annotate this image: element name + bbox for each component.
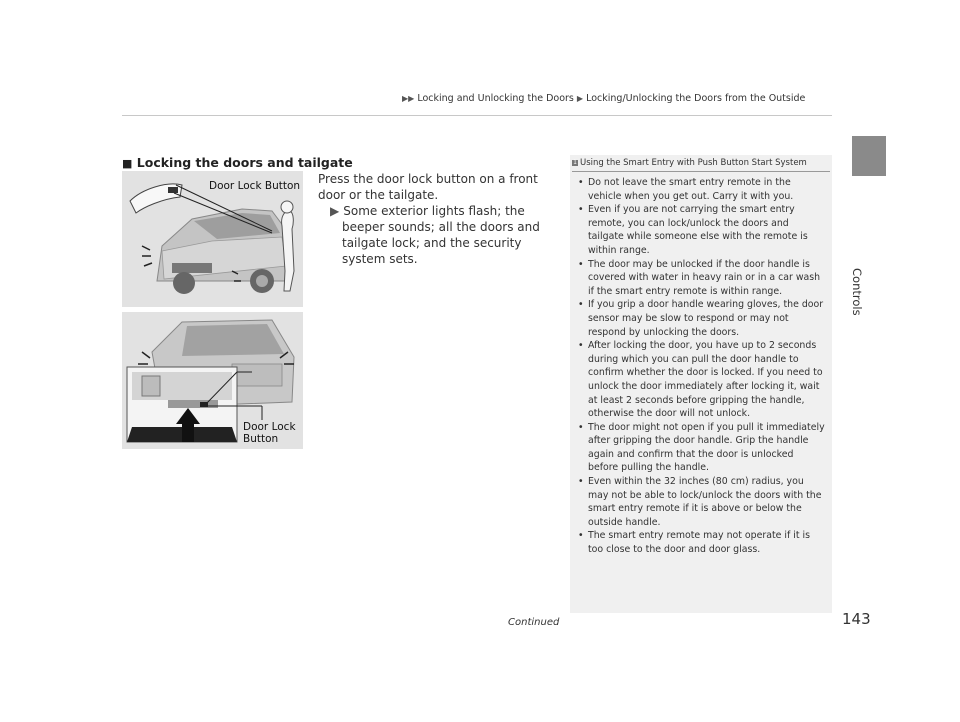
bullet-icon: • <box>578 340 584 352</box>
bullet-icon: • <box>578 476 584 488</box>
section-title <box>122 155 353 170</box>
section-marker-icon: ■ <box>122 157 133 170</box>
page-number: 143 <box>842 610 871 628</box>
note-item: • Even if you are not carrying the smart entry remote, you can lock/unlock the doors and tailgate while someone else with the remote is within range. <box>578 204 808 256</box>
result-item <box>330 203 558 267</box>
chapter-tab <box>852 136 886 176</box>
chapter-label: Controls <box>850 268 864 316</box>
note-item: • After locking the door, you have up to 2 seconds during which you can pull the door handle to confirm whether the door is locked. If you need to unlock the door immediately after locking it, wait at least 2 seconds before gripping the handle, otherwise the door will not unlock. <box>578 340 823 420</box>
note-list <box>578 176 826 557</box>
bullet-icon: • <box>578 421 584 433</box>
header-rule <box>122 115 832 116</box>
double-arrow-icon: ▶▶ <box>402 94 415 103</box>
note-item: • The door might not open if you pull it immediately after gripping the door handle. Grip the handle again and confirm that the door is unlocked before pulling the handle. <box>578 421 825 474</box>
breadcrumb <box>402 93 805 104</box>
note-item: • The smart entry remote may not operate if it is too close to the door and door glass. <box>578 530 811 556</box>
bullet-icon: • <box>578 299 584 311</box>
tailgate-lock-button-callout <box>243 421 296 445</box>
note-item: • Even within the 32 inches (80 cm) radius, you may not be able to lock/unlock the doors with the smart entry remote if it is above or below the outside handle. <box>578 476 822 528</box>
bullet-icon: • <box>578 530 584 542</box>
callout-line-1: Door Lock <box>243 421 296 433</box>
breadcrumb-part-1: Locking and Unlocking the Doors <box>417 93 574 104</box>
result-arrow-icon: ▶ <box>330 204 340 218</box>
note-rule <box>572 171 830 172</box>
note-number-icon: 1 <box>573 159 577 166</box>
bullet-icon: • <box>578 177 584 188</box>
note-item: • If you grip a door handle wearing gloves, the door sensor may be slow to respond or may not respond by unlocking the doors. <box>578 299 824 338</box>
note-heading-text: Using the Smart Entry with Push Button Start System <box>580 158 807 168</box>
instruction-paragraph: Press the door lock button on a front door or the tailgate. <box>318 172 538 202</box>
bullet-icon: • <box>578 258 584 270</box>
instruction-block <box>318 171 558 267</box>
section-title-text: Locking the doors and tailgate <box>136 155 353 170</box>
note-heading <box>572 158 807 168</box>
door-lock-button-callout: Door Lock Button <box>209 180 301 192</box>
breadcrumb-part-2: Locking/Unlocking the Doors from the Outside <box>586 93 806 104</box>
note-item: • The door may be unlocked if the door handle is covered with water in heavy rain or in a car wash if the smart entry remote is within range. <box>578 258 821 297</box>
result-text: Some exterior lights flash; the beeper sounds; all the doors and tailgate lock; and the security system sets. <box>342 204 540 266</box>
note-item: • Do not leave the smart entry remote in the vehicle when you get out. Carry it with you. <box>578 177 794 202</box>
bullet-icon: • <box>578 204 584 216</box>
callout-line-2: Button <box>243 433 279 445</box>
arrow-icon: ▶ <box>576 94 584 103</box>
continued-label: Continued <box>508 617 560 628</box>
